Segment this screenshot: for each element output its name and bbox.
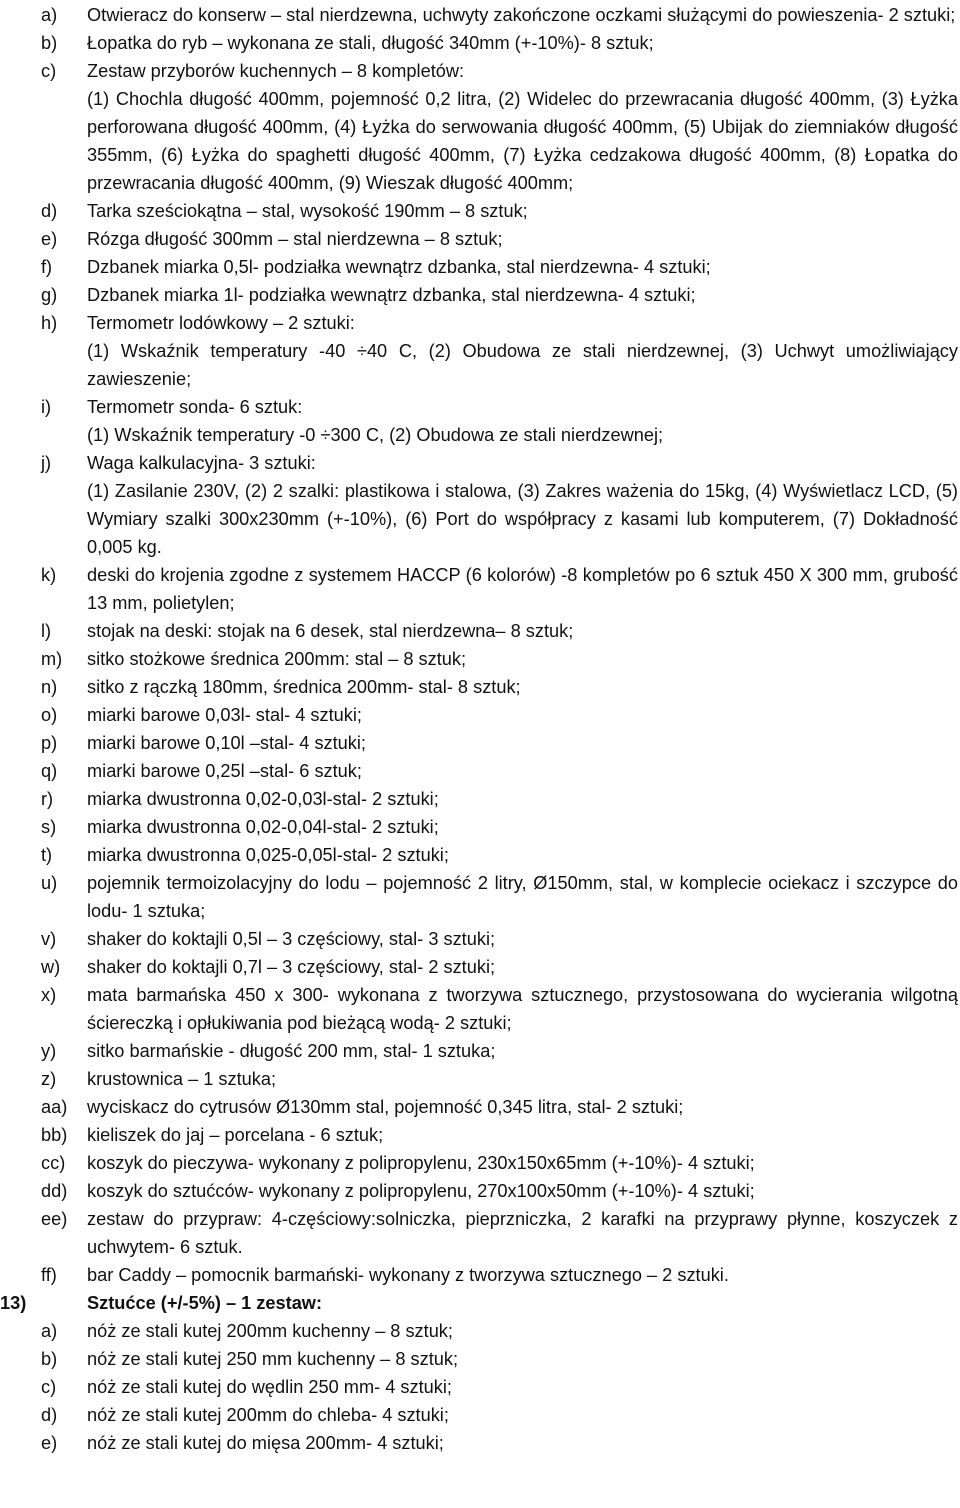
list-marker: x) [41, 985, 57, 1005]
list-item [0, 645, 960, 673]
list-marker: dd) [41, 1181, 68, 1201]
list-marker: o) [41, 705, 58, 725]
list-item [0, 1065, 960, 1093]
list-item-text: miarka dwustronna 0,02-0,04l-stal- 2 sztuki; [87, 817, 439, 837]
list-marker: w) [41, 957, 61, 977]
list-marker: q) [41, 761, 58, 781]
list-item [0, 253, 960, 281]
list-item-text: nóż ze stali kutej do wędlin 250 mm- 4 sztuki; [87, 1377, 452, 1397]
list-item [0, 981, 960, 1037]
list-marker: a) [41, 5, 58, 25]
list-item-text: Waga kalkulacyjna- 3 sztuki: [87, 453, 316, 473]
list-marker: u) [41, 873, 58, 893]
list-item-text: bar Caddy – pomocnik barmański- wykonany z tworzywa sztucznego – 2 sztuki. [87, 1265, 729, 1285]
list-item [0, 225, 960, 253]
list-marker: h) [41, 313, 58, 333]
list-item-text: shaker do koktajli 0,5l – 3 częściowy, stal- 3 sztuki; [87, 929, 496, 949]
list-marker: ff) [41, 1265, 57, 1285]
list-marker: i) [41, 397, 52, 417]
list-item [0, 617, 960, 645]
list-item [0, 1121, 960, 1149]
list-marker: l) [41, 621, 52, 641]
list-item-text: shaker do koktajli 0,7l – 3 częściowy, stal- 2 sztuki; [87, 957, 496, 977]
list-item-text: Rózga długość 300mm – stal nierdzewna – 8 sztuk; [87, 229, 503, 249]
list-item [0, 1037, 960, 1065]
list-marker: ee) [41, 1209, 68, 1229]
list-marker: b) [41, 33, 58, 53]
list-marker: m) [41, 649, 63, 669]
list-item-text: miarki barowe 0,10l –stal- 4 sztuki; [87, 733, 366, 753]
list-marker: cc) [41, 1153, 66, 1173]
list-item [0, 1, 960, 29]
list-item [0, 813, 960, 841]
list-item [0, 729, 960, 757]
list-item-text: Dzbanek miarka 0,5l- podziałka wewnątrz dzbanka, stal nierdzewna- 4 sztuki; [87, 257, 711, 277]
list-marker: e) [41, 229, 58, 249]
list-marker: b) [41, 1349, 58, 1369]
list-item-text: koszyk do sztućców- wykonany z polipropylenu, 270x100x50mm (+-10%)- 4 sztuki; [87, 1181, 755, 1201]
list-item-text: Dzbanek miarka 1l- podziałka wewnątrz dzbanka, stal nierdzewna- 4 sztuki; [87, 285, 696, 305]
list-item-detail: (1) Zasilanie 230V, (2) 2 szalki: plastikowa i stalowa, (3) Zakres ważenia do 15kg, (4) Wyświetlacz LCD, (5) Wymiary szalki 300x230mm (+-10%), (6) Port do współpracy z kasami lub komputerem, (7) Dokładność 0,005 kg. [87, 481, 958, 557]
list-item [0, 309, 960, 337]
list-item [0, 57, 960, 85]
list-item [0, 1205, 960, 1261]
list-item-text: nóż ze stali kutej 200mm kuchenny – 8 sztuk; [87, 1321, 453, 1341]
list-item-text: miarki barowe 0,25l –stal- 6 sztuk; [87, 761, 362, 781]
list-item-text: Sztućce (+/-5%) – 1 zestaw: [87, 1293, 323, 1313]
list-marker: a) [41, 1321, 58, 1341]
list-marker: c) [41, 61, 57, 81]
list-item-text: krustownica – 1 sztuka; [87, 1069, 277, 1089]
list-item-text: pojemnik termoizolacyjny do lodu – pojemność 2 litry, Ø150mm, stal, w komplecie ociekacz i szczypce do lodu- 1 sztuka; [87, 873, 958, 921]
list-item-text: nóż ze stali kutej do mięsa 200mm- 4 sztuki; [87, 1433, 444, 1453]
list-item [0, 393, 960, 421]
list-item-detail: (1) Wskaźnik temperatury -40 ÷40 C, (2) Obudowa ze stali nierdzewnej, (3) Uchwyt umożliwiający zawieszenie; [87, 341, 958, 389]
list-item [0, 1401, 960, 1429]
list-item-text: koszyk do pieczywa- wykonany z polipropylenu, 230x150x65mm (+-10%)- 4 sztuki; [87, 1153, 755, 1173]
list-marker: t) [41, 845, 53, 865]
list-item-text: nóż ze stali kutej 200mm do chleba- 4 sztuki; [87, 1405, 449, 1425]
list-item-text: Otwieracz do konserw – stal nierdzewna, uchwyty zakończone oczkami służącymi do powieszenia- 2 sztuki; [87, 5, 956, 25]
list-marker: y) [41, 1041, 57, 1061]
list-item-text: miarka dwustronna 0,02-0,03l-stal- 2 sztuki; [87, 789, 439, 809]
list-item [0, 869, 960, 925]
list-marker: v) [41, 929, 57, 949]
list-marker: aa) [41, 1097, 68, 1117]
list-item [0, 757, 960, 785]
list-item [0, 281, 960, 309]
list-marker: c) [41, 1377, 57, 1397]
list-item-text: sitko barmańskie - długość 200 mm, stal- 1 sztuka; [87, 1041, 496, 1061]
list-item [0, 673, 960, 701]
list-item-text: miarki barowe 0,03l- stal- 4 sztuki; [87, 705, 362, 725]
list-item-text: deski do krojenia zgodne z systemem HACCP (6 kolorów) -8 kompletów po 6 sztuk 450 X 300 mm, grubość 13 mm, polietylen; [87, 565, 958, 613]
list-item [0, 29, 960, 57]
list-item [0, 785, 960, 813]
list-marker: p) [41, 733, 58, 753]
list-marker: z) [41, 1069, 57, 1089]
list-marker: s) [41, 817, 57, 837]
list-item-text: Termometr lodówkowy – 2 sztuki: [87, 313, 355, 333]
list-marker: e) [41, 1433, 58, 1453]
list-marker: 13) [0, 1293, 27, 1313]
list-item-text: wyciskacz do cytrusów Ø130mm stal, pojemność 0,345 litra, stal- 2 sztuki; [87, 1097, 684, 1117]
list-item-text: kieliszek do jaj – porcelana - 6 sztuk; [87, 1125, 384, 1145]
list-marker: n) [41, 677, 58, 697]
list-item-text: Tarka sześciokątna – stal, wysokość 190mm – 8 sztuk; [87, 201, 528, 221]
list-item-text: mata barmańska 450 x 300- wykonana z tworzywa sztucznego, przystosowana do wycierania wilgotną ściereczką i opłukiwania pod bieżącą wodą- 2 sztuki; [87, 985, 958, 1033]
list-marker: f) [41, 257, 53, 277]
list-item [0, 197, 960, 225]
list-item [0, 1261, 960, 1289]
list-item-text: sitko z rączką 180mm, średnica 200mm- stal- 8 sztuk; [87, 677, 521, 697]
list-item [0, 1429, 960, 1457]
list-item-text: sitko stożkowe średnica 200mm: stal – 8 sztuk; [87, 649, 467, 669]
list-item-text: Zestaw przyborów kuchennych – 8 kompletów: [87, 61, 465, 81]
list-item [0, 1317, 960, 1345]
list-item-text: nóż ze stali kutej 250 mm kuchenny – 8 sztuk; [87, 1349, 459, 1369]
list-marker: g) [41, 285, 58, 305]
list-marker: k) [41, 565, 57, 585]
list-item-detail: (1) Wskaźnik temperatury -0 ÷300 C, (2) Obudowa ze stali nierdzewnej; [87, 425, 664, 445]
list-item [0, 1149, 960, 1177]
list-item [0, 561, 960, 617]
list-item [0, 1345, 960, 1373]
list-item [0, 841, 960, 869]
list-item-text: miarka dwustronna 0,025-0,05l-stal- 2 sztuki; [87, 845, 449, 865]
list-item [0, 449, 960, 477]
list-item-text: Łopatka do ryb – wykonana ze stali, długość 340mm (+-10%)- 8 sztuk; [87, 33, 654, 53]
list-item-text: Termometr sonda- 6 sztuk: [87, 397, 303, 417]
list-item [0, 925, 960, 953]
list-item [0, 1093, 960, 1121]
list-marker: d) [41, 1405, 58, 1425]
section-heading [0, 1289, 960, 1317]
list-item [0, 1177, 960, 1205]
list-item-text: zestaw do przypraw: 4-częściowy:solniczka, pieprzniczka, 2 karafki na przyprawy płynne, koszyczek z uchwytem- 6 sztuk. [87, 1209, 958, 1257]
list-item [0, 1373, 960, 1401]
list-item-text: stojak na deski: stojak na 6 desek, stal nierdzewna– 8 sztuk; [87, 621, 574, 641]
list-item [0, 701, 960, 729]
list-marker: r) [41, 789, 54, 809]
list-marker: bb) [41, 1125, 68, 1145]
list-marker: d) [41, 201, 58, 221]
list-marker: j) [41, 453, 52, 473]
list-item-detail: (1) Chochla długość 400mm, pojemność 0,2 litra, (2) Widelec do przewracania długość 400mm, (3) Łyżka perforowana długość 400mm, (4) Łyżka do serwowania długość 400mm, (5) Ubijak do ziemniaków długość 355mm, (6) Łyżka do spaghetti długość 400mm, (7) Łyżka cedzakowa długość 400mm, (8) Łopatka do przewracania długość 400mm, (9) Wieszak długość 400mm; [87, 89, 958, 193]
list-item [0, 953, 960, 981]
